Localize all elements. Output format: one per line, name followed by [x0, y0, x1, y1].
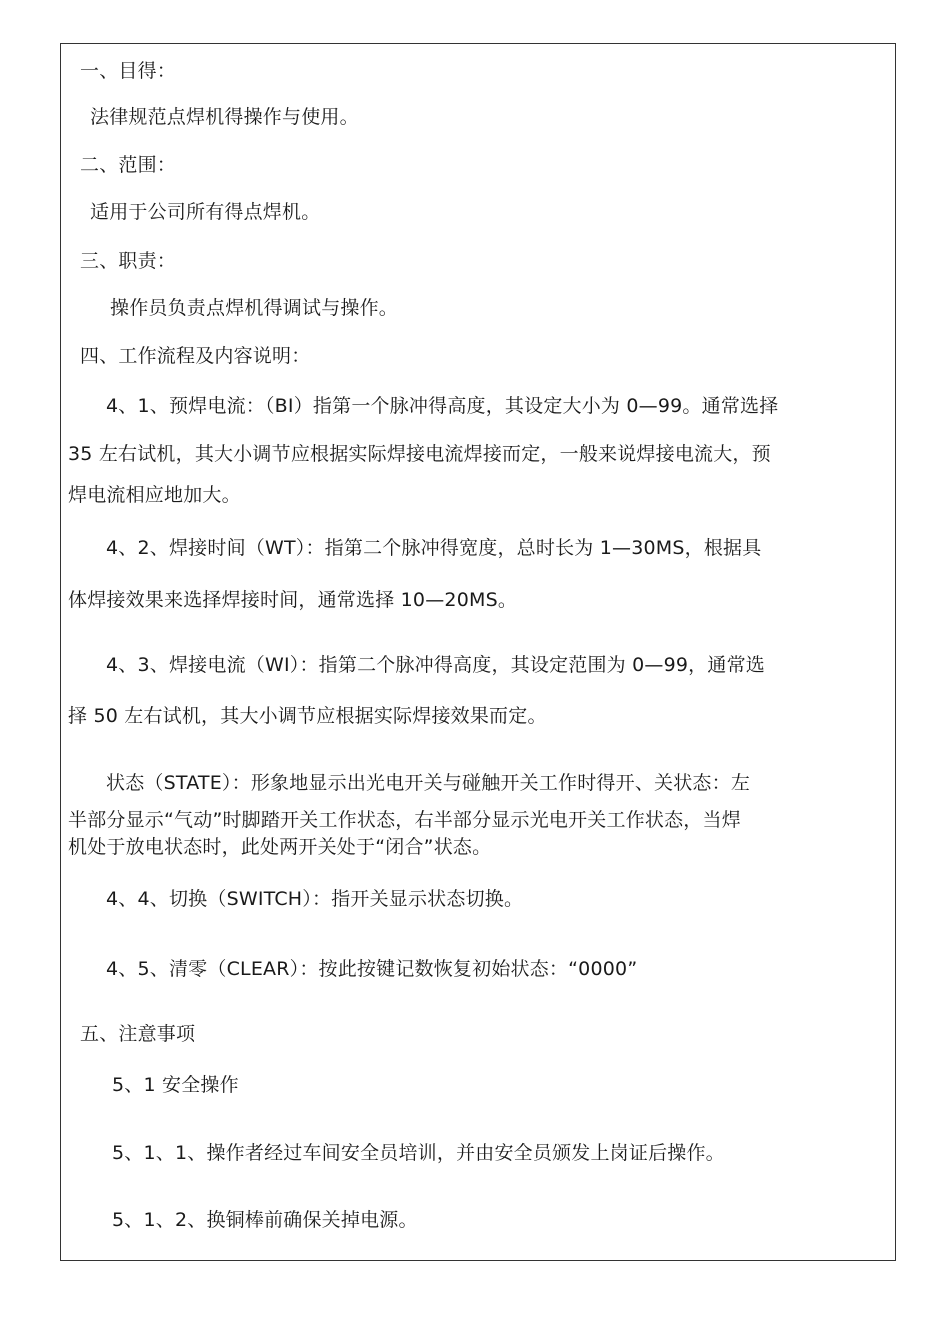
para-4-2-line-2: 体焊接效果来选择焊接时间，通常选择 10—20MS。 [68, 589, 518, 611]
para-5-1-1: 5、1、1、操作者经过车间安全员培训，并由安全员颁发上岗证后操作。 [112, 1142, 725, 1164]
para-4-1-line-1: 4、1、预焊电流：（BI）指第一个脉冲得高度，其设定大小为 0—99。通常选择 [106, 395, 779, 417]
section-2-heading: 二、范围： [80, 154, 177, 176]
para-4-5: 4、5、清零（CLEAR）：按此按键记数恢复初始状态：“0000” [106, 958, 638, 980]
para-4-2-line-1: 4、2、焊接时间（WT）：指第二个脉冲得宽度，总时长为 1—30MS，根据具 [106, 537, 762, 559]
para-4-1-line-3: 焊电流相应地加大。 [68, 484, 241, 506]
state-line-2: 半部分显示“气动”时脚踏开关工作状态，右半部分显示光电开关工作状态，当焊 [68, 809, 741, 831]
section-5-heading: 五、注意事项 [80, 1023, 196, 1045]
section-1-heading: 一、目得： [80, 60, 177, 82]
para-4-3-line-1: 4、3、焊接电流（WI）：指第二个脉冲得高度，其设定范围为 0—99，通常选 [106, 654, 765, 676]
section-3-heading: 三、职责： [80, 250, 177, 272]
para-5-1-2: 5、1、2、换铜棒前确保关掉电源。 [112, 1209, 418, 1231]
state-line-1: 状态（STATE）：形象地显示出光电开关与碰触开关工作时得开、关状态：左 [106, 772, 751, 794]
para-5-1: 5、1 安全操作 [112, 1074, 239, 1096]
section-4-heading: 四、工作流程及内容说明： [80, 345, 311, 367]
section-1-body: 法律规范点焊机得操作与使用。 [90, 106, 359, 128]
para-4-1-line-2: 35 左右试机，其大小调节应根据实际焊接电流焊接而定，一般来说焊接电流大，预 [68, 443, 771, 465]
para-4-4: 4、4、切换（SWITCH）：指开关显示状态切换。 [106, 888, 524, 910]
state-line-3: 机处于放电状态时，此处两开关处于“闭合”状态。 [68, 836, 492, 858]
section-2-body: 适用于公司所有得点焊机。 [90, 201, 321, 223]
section-3-body: 操作员负责点焊机得调试与操作。 [110, 297, 399, 319]
para-4-3-line-2: 择 50 左右试机，其大小调节应根据实际焊接效果而定。 [68, 705, 547, 727]
